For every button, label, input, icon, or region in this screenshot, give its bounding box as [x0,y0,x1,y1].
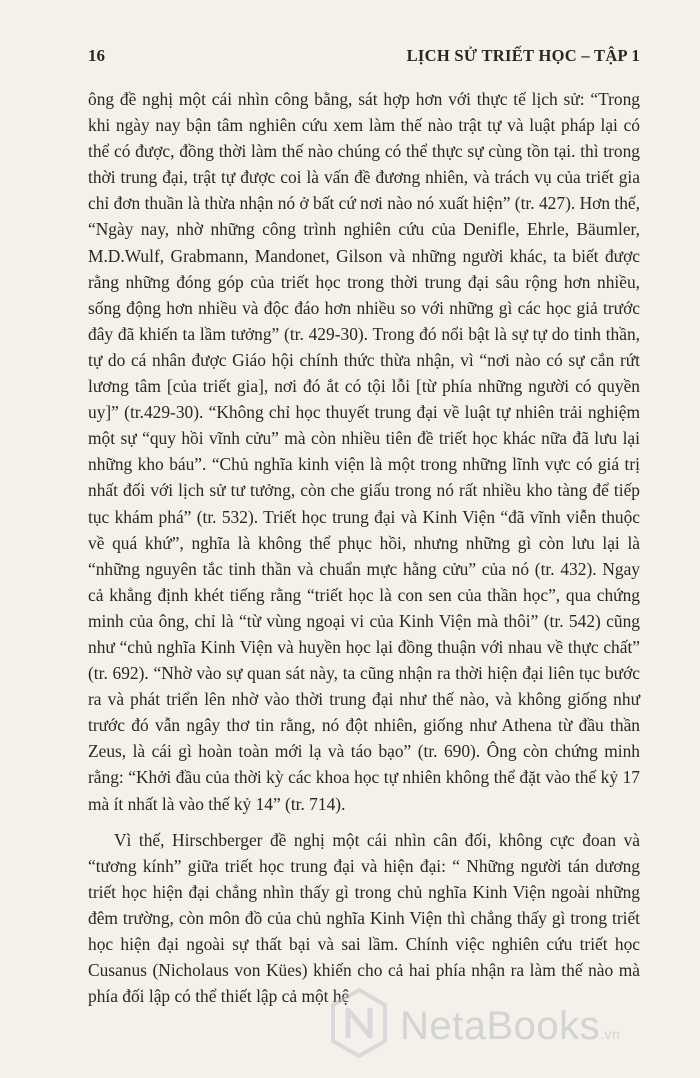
running-title: LỊCH SỬ TRIẾT HỌC – TẬP 1 [406,46,640,65]
watermark-suffix: .vn [600,1026,621,1042]
page-number: 16 [88,46,105,65]
netabooks-logo-icon [330,988,388,1058]
body-text [88,86,640,1009]
watermark [330,988,690,1058]
watermark-brand [400,1004,620,1049]
page-header [88,46,640,70]
paragraph-2: Vì thế, Hirschberger đề nghị một cái nhìn cân đối, không cực đoan và “tương kính” giữa triết học trung đại và hiện đại: “ Những người tán dương triết học hiện đại chẳng nhìn thấy gì trong chủ nghĩa Kinh Viện ngoài những đêm trường, còn môn đồ của chủ nghĩa Kinh Viện thì chẳng thấy gì trong triết học hiện đại ngoài sự thất bại và sai lầm. Chính việc nghiên cứu triết học Cusanus (Nicholaus von Kües) khiến cho cả hai phía nhận ra làm thế nào mà phía đối lập có thể thiết lập cả một hệ [88,829,640,1007]
paragraph-1: ông đề nghị một cái nhìn công bằng, sát hợp hơn với thực tế lịch sử: “Trong khi ngày nay bận tâm nghiên cứu xem làm thế nào trật tự và luật pháp lại có thể có được, đồng thời làm thế nào chúng có thể thực sự cùng tồn tại. thì trong thời trung đại, trật tự được coi là vấn đề đương nhiên, và trách vụ của triết gia chỉ đơn thuần là thừa nhận nó ở bất cứ nơi nào nó xuất hiện” (tr. 427). Hơn thế, “Ngày nay, nhờ những công trình nghiên cứu của Denifle, Ehrle, Bäumler, M.D.Wulf, Grabmann, Mandonet, Gilson và những người khác, ta biết được rằng những đóng góp của triết học trong thời trung đại sâu rộng hơn nhiều, sống động hơn nhiều và độc đáo hơn nhiều so với những gì các học giả trước đây đã khiến ta lầm tưởng” (tr. 429-30). Trong đó nổi bật là sự tự do tinh thần, tự do cá nhân được Giáo hội chính thức thừa nhận, vì “nơi nào có sự cắn rứt lương tâm [của triết gia], nơi đó ắt có tội lỗi [từ phía những người có quyền uy]” (tr.429-30). “Không chỉ học thuyết trung đại về luật tự nhiên trải nghiệm một sự “quy hồi vĩnh cửu” mà còn nhiều tiên đề triết học khác nữa đã lưu lại những kho báu”. “Chủ nghĩa kinh viện là một trong những lĩnh vực có giá trị nhất đối với lịch sử tư tưởng, còn che giấu trong nó rất nhiều kho tàng để tiếp tục khám phá” (tr. 532). Triết học trung đại và Kinh Viện “đã vĩnh viễn thuộc về quá khứ”, nghĩa là không thể phục hồi, nhưng những gì còn lưu lại là “những nguyên tắc tinh thần và chuẩn mực hằng cửu” của nó (tr. 432). Ngay cả khẳng định khét tiếng rằng “triết học là con sen của thần học”, qua chứng minh của ông, chỉ là “từ vùng ngoại vi của Kinh Viện mà thôi” (tr. 542) cũng như “chủ nghĩa Kinh Viện và huyền học lại đồng thuận với nhau về thực chất” (tr. 692). “Nhờ vào sự quan sát này, ta cũng nhận ra thời hiện đại liên tục bước ra và phát triển lên nhờ vào thời trung đại như thế nào, và không giống như trước đó vẫn ngây thơ tin rằng, nó đột nhiên, giống như Athena từ đầu thần Zeus, là cái gì hoàn toàn mới lạ và táo bạo” (tr. 690). Ông còn chứng minh rằng: “Khởi đầu của thời kỳ các khoa học tự nhiên không thể đặt vào thế kỷ 17 mà ít nhất là vào thế kỷ 14” (tr. 714). [88,89,640,814]
watermark-brand-text: NetaBooks [400,1004,601,1048]
